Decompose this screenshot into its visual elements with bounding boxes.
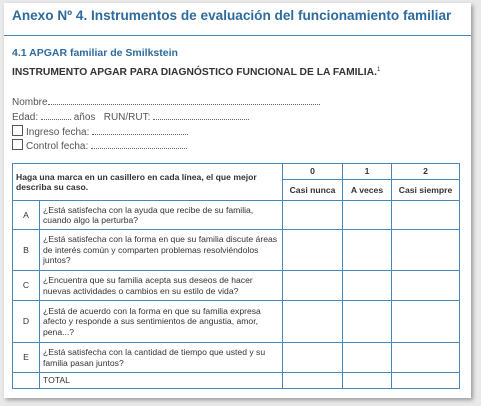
total-row — [13, 373, 460, 389]
answer-cell-2[interactable] — [392, 301, 460, 343]
instrument-title — [12, 67, 380, 78]
table-row — [13, 201, 460, 230]
answer-cell-2[interactable] — [392, 230, 460, 271]
table-row — [13, 230, 460, 271]
section-subtitle: 4.1 APGAR familiar de Smilkstein — [12, 47, 178, 59]
row-letter: C — [13, 271, 40, 301]
row-question: ¿Encuentra que su familia acepta sus deseos de hacer nuevas actividades o cambios en su estilo de vida? — [40, 271, 283, 301]
control-line — [12, 139, 187, 152]
answer-cell-1[interactable] — [343, 343, 392, 373]
answer-cell-1[interactable] — [343, 201, 392, 230]
ingreso-line — [12, 125, 188, 138]
table-row — [13, 271, 460, 301]
title-divider — [4, 35, 471, 36]
instrument-title-text: INSTRUMENTO APGAR PARA DIAGNÓSTICO FUNCIONAL DE LA FAMILIA. — [12, 67, 377, 78]
nombre-field[interactable] — [48, 96, 320, 105]
row-question: ¿Está satisfecha con la forma en que su familia discute áreas de interés común y comparten problemas resolviéndolos juntos? — [40, 230, 283, 271]
table-row — [13, 301, 460, 343]
anos-label: años — [73, 112, 96, 123]
row-question: ¿Está satisfecha con la cantidad de tiempo que usted y su familia pasan juntos? — [40, 343, 283, 373]
annex-title: Anexo Nº 4. Instrumentos de evaluación del funcionamiento familiar — [12, 8, 452, 23]
nombre-label: Nombre — [12, 97, 48, 108]
answer-cell-2[interactable] — [392, 343, 460, 373]
scale-label-casi-nunca: Casi nunca — [283, 180, 343, 201]
ingreso-checkbox[interactable] — [12, 125, 23, 136]
answer-cell-0[interactable] — [283, 201, 343, 230]
total-cell-2[interactable] — [392, 373, 460, 389]
ingreso-date-field[interactable] — [92, 126, 188, 135]
row-letter: A — [13, 201, 40, 230]
apgar-table — [12, 163, 460, 389]
answer-cell-2[interactable] — [392, 271, 460, 301]
total-label: TOTAL — [40, 373, 283, 389]
answer-cell-0[interactable] — [283, 301, 343, 343]
total-spacer — [13, 373, 40, 389]
answer-cell-1[interactable] — [343, 271, 392, 301]
run-field[interactable] — [153, 111, 249, 120]
table-instruction: Haga una marca en un casillero en cada línea, el que mejor describa su caso. — [13, 164, 283, 201]
table-header-row-values — [13, 164, 460, 180]
edad-label: Edad: — [12, 112, 39, 123]
answer-cell-0[interactable] — [283, 343, 343, 373]
run-label: RUN/RUT: — [103, 112, 151, 123]
scale-label-a-veces: A veces — [343, 180, 392, 201]
row-letter: D — [13, 301, 40, 343]
answer-cell-0[interactable] — [283, 271, 343, 301]
scale-label-casi-siempre: Casi siempre — [392, 180, 460, 201]
row-letter: E — [13, 343, 40, 373]
answer-cell-1[interactable] — [343, 230, 392, 271]
answer-cell-0[interactable] — [283, 230, 343, 271]
footnote-mark: 1 — [376, 67, 381, 73]
total-cell-0[interactable] — [283, 373, 343, 389]
answer-cell-2[interactable] — [392, 201, 460, 230]
edad-field[interactable] — [41, 111, 71, 120]
nombre-line — [12, 96, 320, 108]
total-cell-1[interactable] — [343, 373, 392, 389]
ingreso-label: Ingreso fecha: — [26, 127, 90, 138]
edad-line — [12, 111, 249, 123]
table-row — [13, 343, 460, 373]
scale-value-0: 0 — [283, 164, 343, 180]
control-date-field[interactable] — [91, 140, 187, 149]
row-question: ¿Está de acuerdo con la forma en que su familia expresa afecto y responde a sus sentimientos de angustia, amor, pena...? — [40, 301, 283, 343]
control-label: Control fecha: — [26, 141, 89, 152]
document-page — [4, 3, 471, 398]
scale-value-1: 1 — [343, 164, 392, 180]
row-question: ¿Está satisfecha con la ayuda que recibe de su familia, cuando algo la perturba? — [40, 201, 283, 230]
row-letter: B — [13, 230, 40, 271]
control-checkbox[interactable] — [12, 139, 23, 150]
scale-value-2: 2 — [392, 164, 460, 180]
answer-cell-1[interactable] — [343, 301, 392, 343]
